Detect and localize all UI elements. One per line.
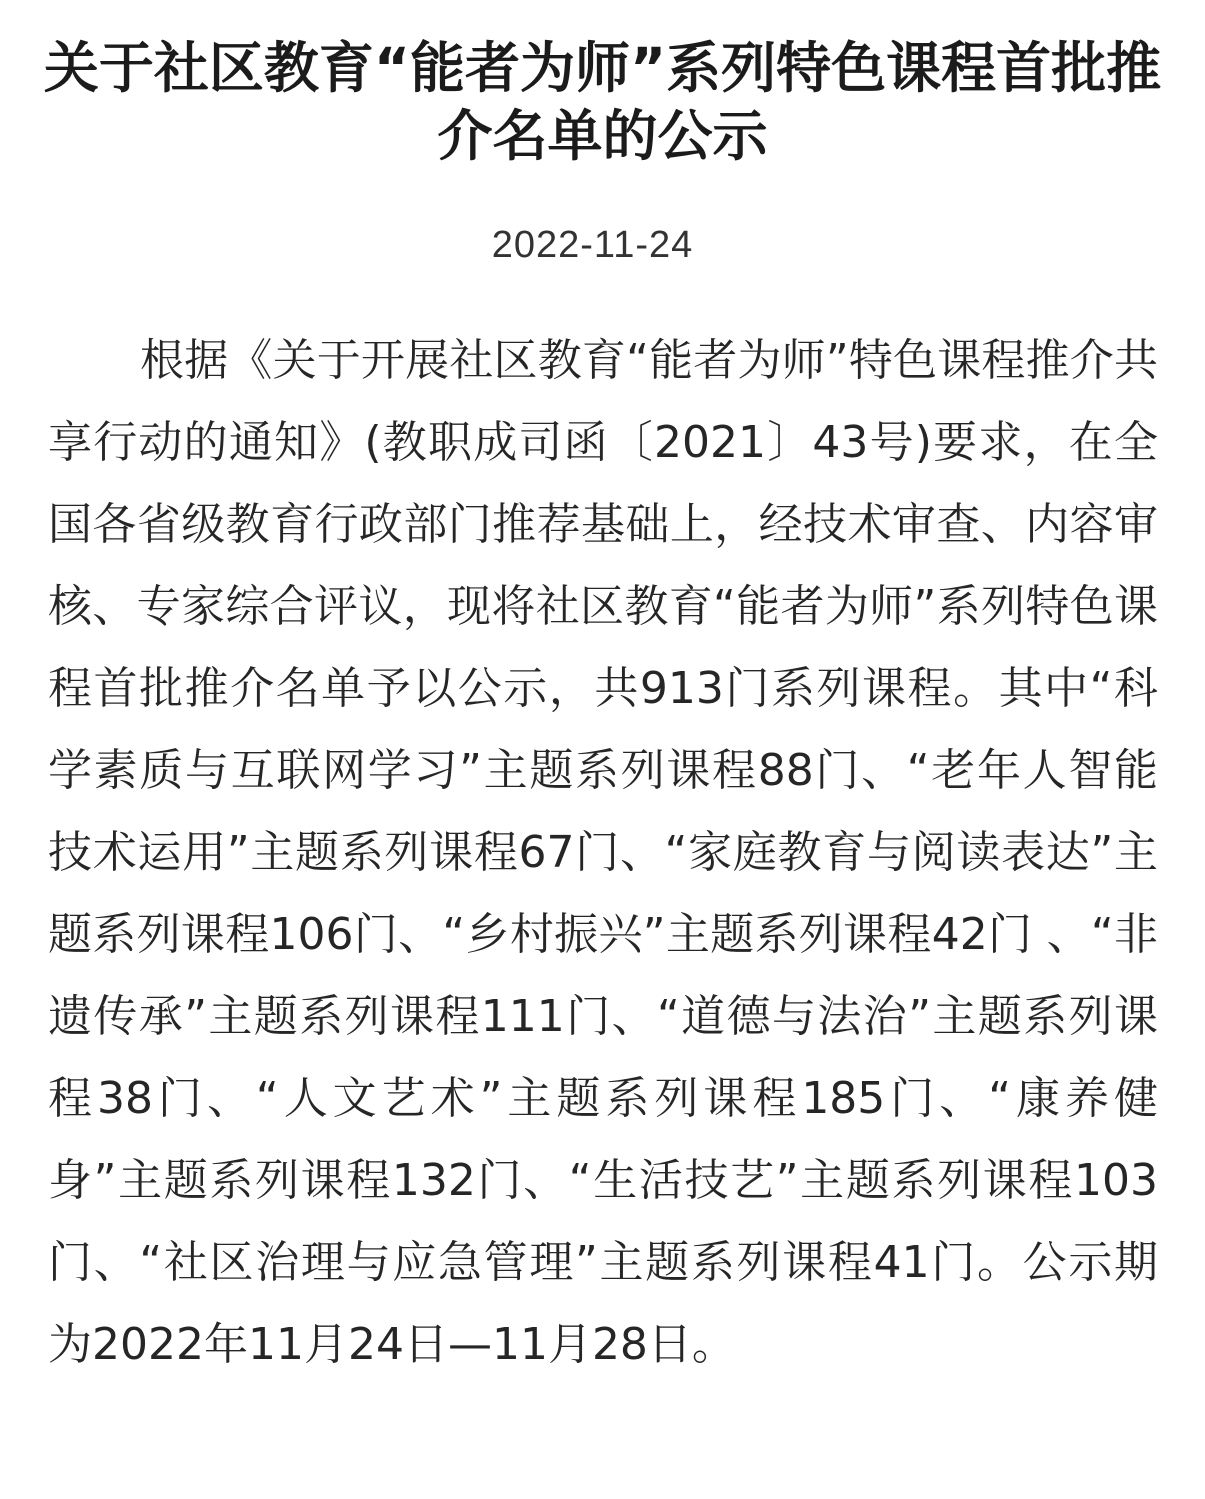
article-body: 根据《关于开展社区教育“能者为师”特色课程推介共享行动的通知》(教职成司函〔2021〕43号)要求，在全国各省级教育行政部门推荐基础上，经技术审查、内容审核、专家综合评议，现将社区教育“能者为师”系列特色课程首批推介名单予以公示，共913门系列课程。其中“科学素质与互联网学习”主题系列课程88门、“老年人智能技术运用”主题系列课程67门、“家庭教育与阅读表达”主题系列课程106门、“乡村振兴”主题系列课程42门 、“非遗传承”主题系列课程111门、“道德与法治”主题系列课程38门、“人文艺术”主题系列课程185门、“康养健身”主题系列课程132门、“生活技艺”主题系列课程103门、“社区治理与应急管理”主题系列课程41门。公示期为2022年11月24日—11月28日。	[48, 335, 1158, 1370]
article-title: 关于社区教育“能者为师”系列特色课程首批推介名单的公示	[43, 36, 1162, 168]
publish-date: 2022-11-24	[491, 224, 694, 266]
